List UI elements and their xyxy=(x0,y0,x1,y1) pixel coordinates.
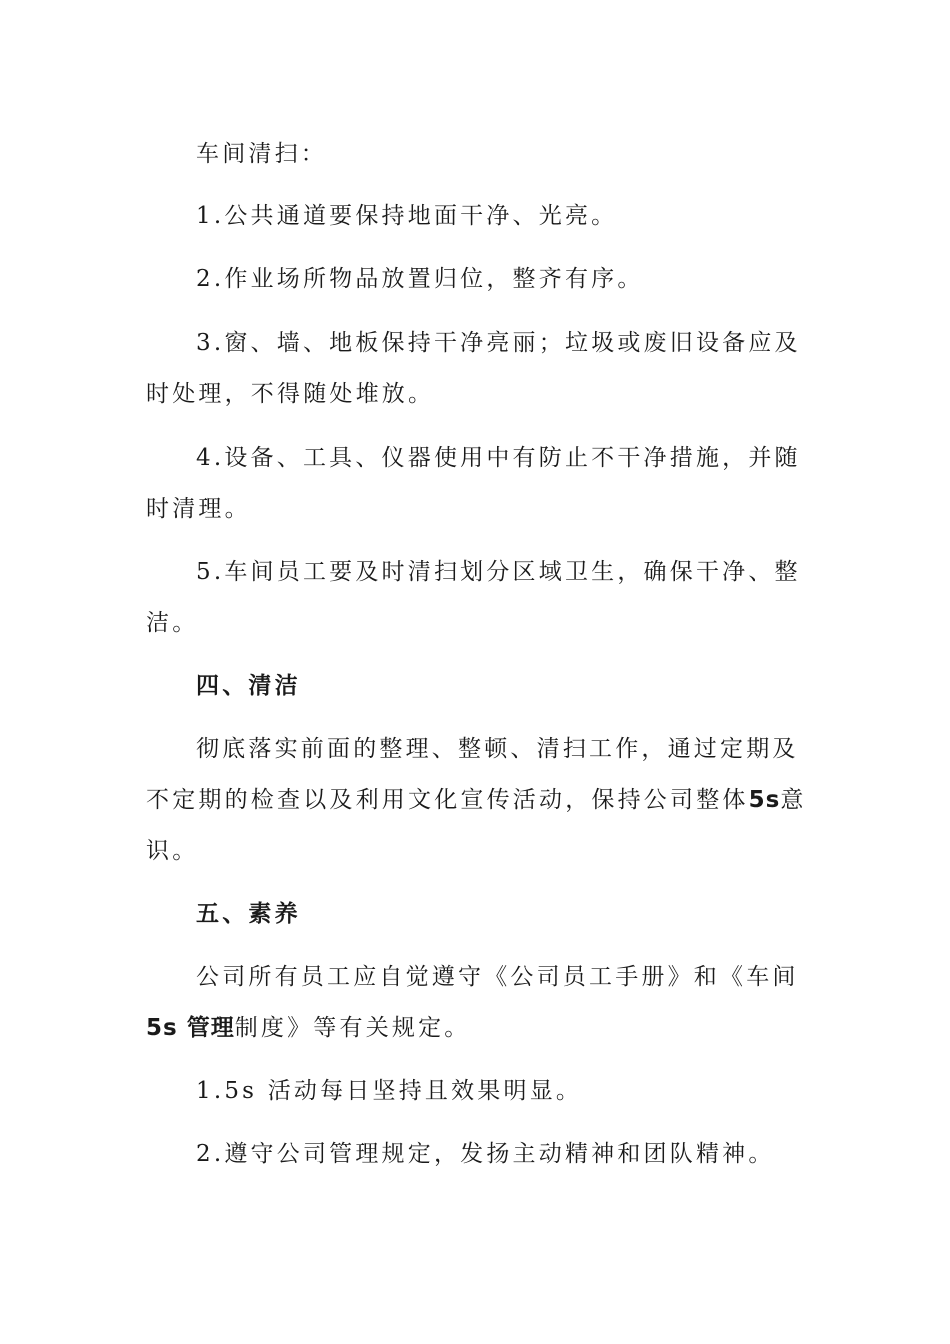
section-four-heading: 四、清洁 xyxy=(196,673,301,699)
cleaning-item-1: 1.公共通道要保持地面干净、光亮。 xyxy=(196,203,618,229)
cleaning-item-5-line2: 洁。 xyxy=(146,610,199,636)
cleaning-item-2: 2.作业场所物品放置归位，整齐有序。 xyxy=(196,266,644,292)
section-five-para-line1: 公司所有员工应自觉遵守《公司员工手册》和《车间 xyxy=(196,964,799,990)
section-four-para-line2-text: 不定期的检查以及利用文化宣传活动，保持公司整体 xyxy=(146,787,749,813)
cleaning-item-4-line2: 时清理。 xyxy=(146,496,251,522)
cleaning-heading: 车间清扫： xyxy=(196,141,327,167)
cleaning-item-3-line2: 时处理，不得随处堆放。 xyxy=(146,381,435,407)
section-five-item-2: 2.遵守公司管理规定，发扬主动精神和团队精神。 xyxy=(196,1141,775,1167)
section-five-para-line2 xyxy=(146,1002,794,1054)
cleaning-item-4-line1: 4.设备、工具、仪器使用中有防止不干净措施，并随 xyxy=(196,445,801,471)
section-five-5s-management-term: 5s 管理 xyxy=(146,1015,235,1041)
section-five-item-1: 1.5s 活动每日坚持且效果明显。 xyxy=(196,1078,583,1104)
section-four-para-line2 xyxy=(146,774,807,826)
section-five-heading: 五、素养 xyxy=(196,901,301,927)
section-four-para-line1: 彻底落实前面的整理、整顿、清扫工作，通过定期及 xyxy=(196,736,799,762)
cleaning-item-3-line1: 3.窗、墙、地板保持干净亮丽；垃圾或废旧设备应及 xyxy=(196,330,801,356)
section-five-para-line2-text: 制度》等有关规定。 xyxy=(234,1015,471,1041)
section-four-5s-term: 5s xyxy=(748,787,781,813)
section-four-para-line2-end: 意 xyxy=(780,787,807,813)
cleaning-item-5-line1: 5.车间员工要及时清扫划分区域卫生，确保干净、整 xyxy=(196,559,801,585)
section-four-para-line3: 识。 xyxy=(146,838,199,864)
